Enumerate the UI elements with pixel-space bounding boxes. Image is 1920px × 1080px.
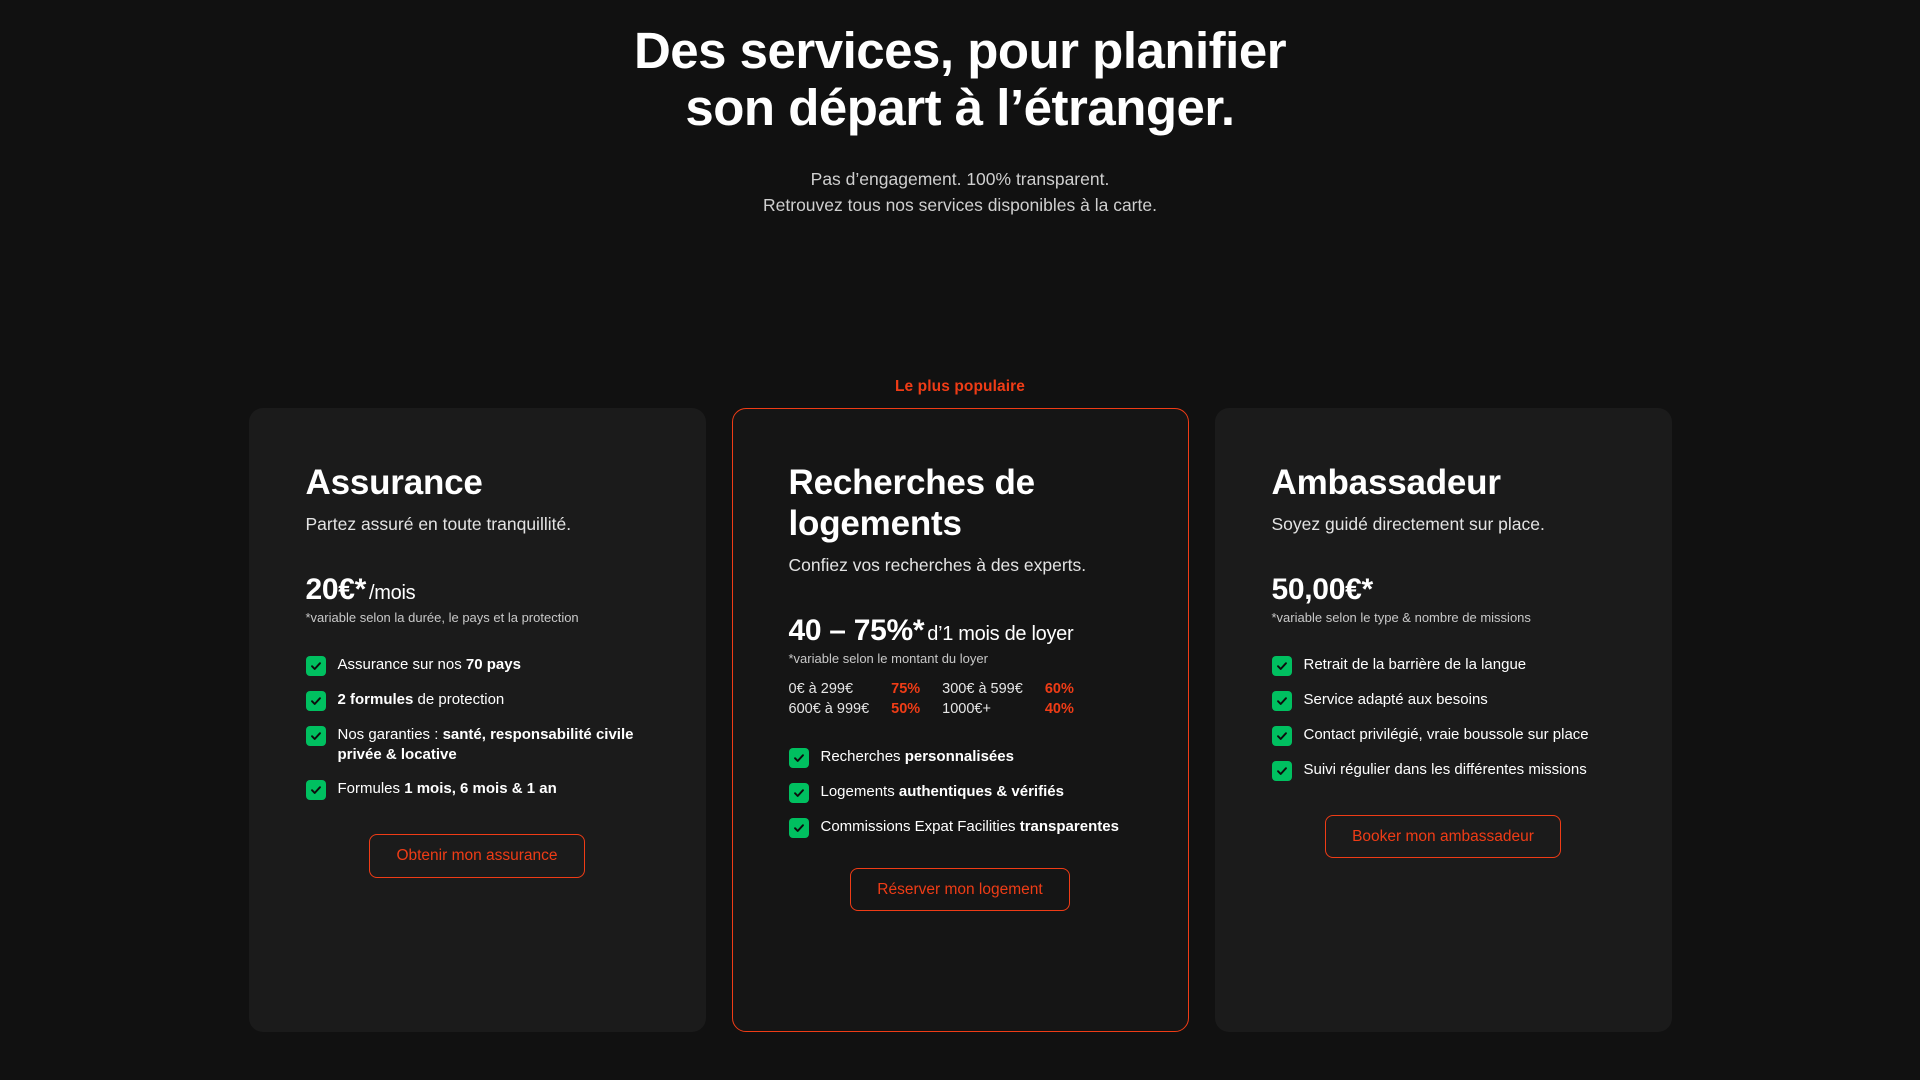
- list-item: [1272, 760, 1615, 781]
- feature-list: [306, 655, 649, 801]
- feature-text: Recherches personnalisées: [820, 747, 1014, 765]
- card-price-note: *variable selon le type & nombre de missions: [1271, 609, 1531, 625]
- card-cta-wrap: [789, 868, 1132, 912]
- range-percent: 40%: [1044, 700, 1074, 717]
- range-label: 300€ à 599€: [942, 680, 1023, 697]
- check-icon: [306, 656, 326, 676]
- card-price-block: [789, 614, 1132, 717]
- range-label: 600€ à 999€: [788, 700, 870, 717]
- check-icon: [306, 726, 326, 746]
- page-subtitle-line-2: Retrouvez tous nos services disponibles à la carte.: [763, 195, 1157, 216]
- range-percent: 60%: [1044, 680, 1074, 697]
- hero-section: [0, 0, 1920, 219]
- feature-text: 2 formules de protection: [337, 690, 505, 708]
- feature-text: Service adapté aux besoins: [1303, 690, 1488, 708]
- page-title-line-1: Des services, pour planifier: [633, 22, 1287, 79]
- list-item: [1272, 655, 1615, 676]
- card-title: Assurance: [305, 463, 483, 502]
- card-price-note: *variable selon la durée, le pays et la protection: [305, 609, 579, 625]
- card-tagline: Partez assuré en toute tranquillité.: [305, 513, 572, 534]
- check-icon: [306, 691, 326, 711]
- card-title: Ambassadeur: [1271, 463, 1501, 502]
- most-popular-badge: Le plus populaire: [894, 378, 1026, 395]
- range-percent: 75%: [891, 680, 921, 697]
- range-percent: 50%: [891, 700, 921, 717]
- card-price-amount: 40 – 75%*: [788, 613, 925, 647]
- feature-text: Nos garanties : santé, responsabilité civile privée & locative: [337, 725, 634, 763]
- card-price-block: [306, 573, 649, 625]
- card-price: [1272, 573, 1615, 607]
- feature-list: [1272, 655, 1615, 781]
- page-title: [0, 22, 1920, 136]
- card-price: [789, 614, 1132, 648]
- reserver-mon-logement-button[interactable]: Réserver mon logement: [850, 868, 1069, 912]
- list-item: [1272, 690, 1615, 711]
- feature-text: Suivi régulier dans les différentes missions: [1303, 760, 1587, 778]
- card-price-amount: 50,00€*: [1271, 572, 1373, 606]
- feature-text: Commissions Expat Facilities transparentes: [820, 817, 1119, 835]
- pricing-card-recherches-de-logements: [732, 408, 1189, 1032]
- card-price-block: [1272, 573, 1615, 625]
- check-icon: [306, 780, 326, 800]
- price-range-table: [789, 681, 1074, 717]
- feature-text: Contact privilégié, vraie boussole sur place: [1303, 725, 1589, 743]
- pricing-card-ambassadeur: [1215, 408, 1672, 1032]
- list-item: [306, 655, 649, 676]
- feature-list: [789, 747, 1132, 838]
- check-icon: [789, 783, 809, 803]
- list-item: [306, 725, 649, 766]
- check-icon: [1272, 761, 1292, 781]
- card-price-unit: /mois: [369, 581, 416, 604]
- feature-text: Logements authentiques & vérifiés: [820, 782, 1064, 800]
- list-item: [306, 690, 649, 711]
- list-item: [1272, 725, 1615, 746]
- range-label: 1000€+: [942, 700, 991, 717]
- list-item: [789, 782, 1132, 803]
- card-price: [306, 573, 649, 607]
- card-price-amount: 20€*: [305, 572, 367, 606]
- feature-text: Assurance sur nos 70 pays: [337, 655, 521, 673]
- check-icon: [1272, 726, 1292, 746]
- feature-text: Formules 1 mois, 6 mois & 1 an: [337, 780, 557, 798]
- check-icon: [1272, 691, 1292, 711]
- booker-mon-ambassadeur-button[interactable]: Booker mon ambassadeur: [1325, 815, 1561, 859]
- pricing-card-assurance: [249, 408, 706, 1032]
- check-icon: [789, 818, 809, 838]
- check-icon: [1272, 656, 1292, 676]
- card-title: Recherches de logements: [788, 463, 1035, 543]
- range-label: 0€ à 299€: [788, 680, 854, 697]
- pricing-cards: [0, 408, 1920, 1032]
- page-subtitle: [0, 166, 1920, 219]
- card-cta-wrap: [306, 834, 649, 878]
- obtenir-mon-assurance-button[interactable]: Obtenir mon assurance: [369, 834, 584, 878]
- page-subtitle-line-1: Pas d’engagement. 100% transparent.: [810, 169, 1110, 190]
- list-item: [789, 747, 1132, 768]
- card-cta-wrap: [1272, 815, 1615, 859]
- card-tagline: Confiez vos recherches à des experts.: [788, 554, 1087, 575]
- card-price-unit: d’1 mois de loyer: [927, 622, 1074, 645]
- feature-text: Retrait de la barrière de la langue: [1303, 655, 1527, 673]
- page-title-line-2: son départ à l’étranger.: [685, 79, 1235, 137]
- list-item: [306, 779, 649, 800]
- card-tagline: Soyez guidé directement sur place.: [1271, 513, 1545, 534]
- list-item: [789, 817, 1132, 838]
- check-icon: [789, 748, 809, 768]
- card-price-note: *variable selon le montant du loyer: [788, 650, 988, 666]
